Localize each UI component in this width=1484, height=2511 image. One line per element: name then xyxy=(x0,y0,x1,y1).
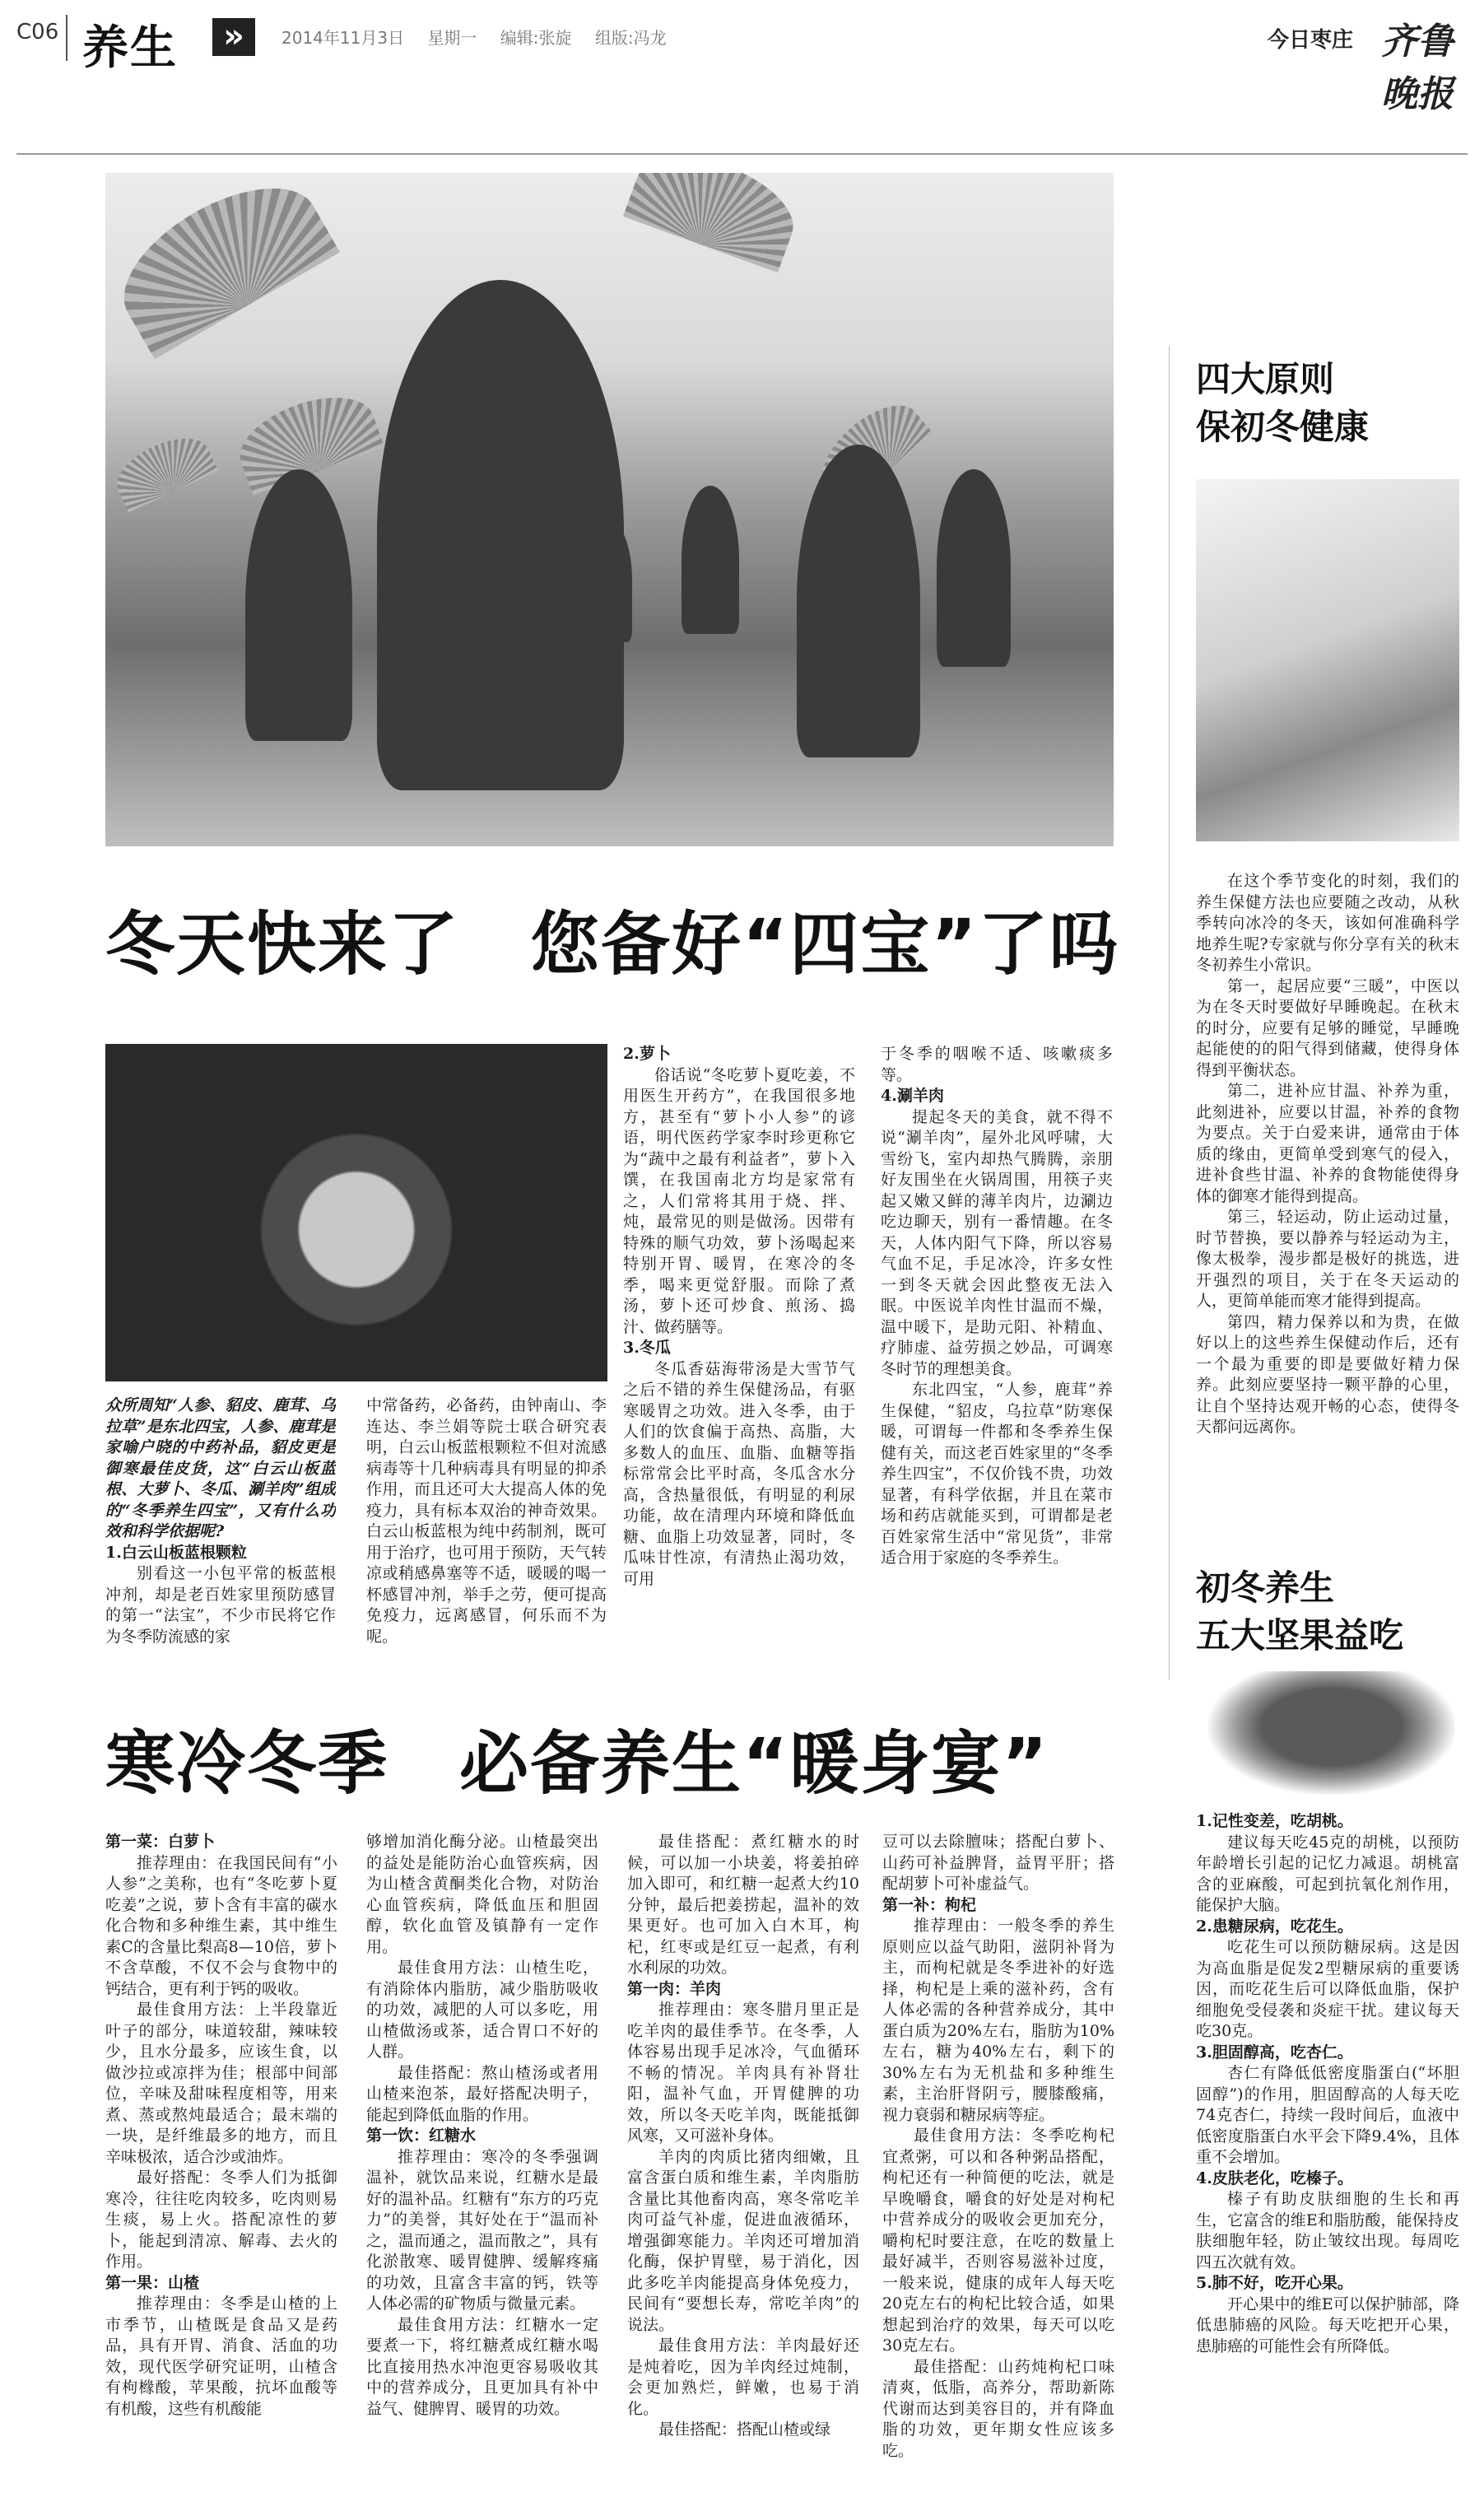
nut-subhead: 1.记性变差，吃胡桃。 xyxy=(1196,1812,1353,1830)
sidebar-title-line: 五大坚果益吃 xyxy=(1196,1615,1404,1656)
issue-layout: 组版:冯龙 xyxy=(594,28,667,48)
sidebar-title-line: 保初冬健康 xyxy=(1196,407,1370,447)
header-rule xyxy=(16,153,1468,155)
sidebar-paragraph: 第一，起居应要“三暖”，中医以为在冬天时要做好早睡晚起。在秋末的时分，应要有足够的睡觉，早睡晚起能使的的阳气得到储藏，使得身体得到平衡状态。 xyxy=(1196,976,1459,1079)
article-column xyxy=(105,1832,337,2482)
article-paragraph: 东北四宝，“人参，鹿茸”养生保健，“貂皮，乌拉草”防寒保暖，可谓每一件都和冬季养生保健有关，而这老百姓家里的“冬季养生四宝”，不仅价钱不贵，功效显著，有科学依据，并且在菜市场和药店就能买到，可谓都是老百姓家常生活中“常见货”，非常适合用于家庭的冬季养生。 xyxy=(881,1381,1113,1567)
article-subhead: 第一饮：红糖水 xyxy=(366,2127,477,2145)
article-paragraph: 推荐理由：冬季是山楂的上市季节，山楂既是食品又是药品，具有开胃、消食、活血的功效，现代医学研究证明，山楂含有枸橼酸，苹果酸，抗坏血酸等有机酸，这些有机酸能 xyxy=(105,2294,337,2418)
article-paragraph: 最佳搭配：熬山楂汤或者用山楂来泡茶，最好搭配决明子，能起到降低血脂的作用。 xyxy=(366,2063,598,2124)
fan-shape xyxy=(105,173,340,359)
hotpot-photo xyxy=(105,1044,607,1381)
article-paragraph: 提起冬天的美食，就不得不说“涮羊肉”，屋外北风呼啸，大雪纷飞，室内却热气腾腾，亲朋好友围坐在火锅周围，用筷子夹起又嫩又鲜的薄羊肉片，边涮边吃边聊天，别有一番情趣。在冬天，人体内阳气下降，所以容易气血不足，手足冰冷，许多女性一到冬天就会因此整夜无法入眠。中医说羊肉性甘温而不燥，温中暖下，是助元阳、补精血、疗肺虚、益劳损之妙品，可调寒冬时节的理想美食。 xyxy=(881,1107,1113,1378)
article-paragraph: 最佳食用方法：红糖水一定要煮一下，将红糖煮成红糖水喝比直接用热水冲泡更容易吸收其中的营养成分，且更加具有补中益气、健脾胃、暖胃的功效。 xyxy=(366,2315,598,2418)
column-divider xyxy=(1169,346,1170,1679)
performer-figure xyxy=(797,445,920,757)
article-subhead: 第一菜：白萝卜 xyxy=(105,1833,216,1851)
sidebar-text xyxy=(1196,1811,1459,2437)
section-title: 养生 xyxy=(82,21,178,75)
header-divider xyxy=(66,15,67,61)
performer-figure xyxy=(583,519,632,642)
article-paragraph: 俗话说“冬吃萝卜夏吃姜，不用医生开药方”，在我国很多地方，甚至有“萝卜小人参”的谚语，明代医药学家李时珍更称它为“蔬中之最有利益者”，萝卜入馔，在我国南北方均是家常有之，人们常将其用于烧、拌、炖，最常见的则是做汤。因带有特殊的顺气功效，萝卜汤喝起来特别开胃、暖胃，在寒冷的冬季，喝来更觉舒服。而除了煮汤，萝卜还可炒食、煎汤、捣汁、做药膳等。 xyxy=(623,1065,855,1336)
sidebar-title-line: 四大原则 xyxy=(1196,359,1335,399)
tai-chi-fan-photo xyxy=(105,173,1114,846)
sidebar-title-line: 初冬养生 xyxy=(1196,1568,1335,1608)
article-subhead: 3.冬瓜 xyxy=(623,1339,671,1357)
article-paragraph: 别看这一小包平常的板蓝根冲剂，却是老百姓家里预防感冒的第一“法宝”，不少市民将它作为冬季防流感的家 xyxy=(105,1564,336,1646)
article-paragraph: 于冬季的咽喉不适、咳嗽痰多等。 xyxy=(881,1045,1113,1084)
nut-paragraph: 开心果中的维E可以保护肺部，降低患肺癌的风险。每天吃把开心果，患肺癌的可能性会有所降低。 xyxy=(1196,2294,1459,2355)
issue-weekday: 星期一 xyxy=(427,28,477,48)
nut-paragraph: 建议每天吃45克的胡桃，以预防年龄增长引起的记忆力减退。胡桃富含的亚麻酸，可起到抗氧化剂作用，能保护大脑。 xyxy=(1196,1833,1459,1914)
article-column xyxy=(627,1832,859,2482)
article-paragraph: 推荐理由：寒冬腊月里正是吃羊肉的最佳季节。在冬季，人体容易出现手足冰冷，气血循环不畅的情况。羊肉具有补肾壮阳，温补气血，开胃健脾的功效，所以冬天吃羊肉，既能抵御风寒，又可滋补身体。 xyxy=(627,2001,859,2145)
nut-paragraph: 榛子有助皮肤细胞的生长和再生，它富含的维E和脂肪酸，能保持皮肤细胞年轻，防止皱纹出现。每周吃四五次就有效。 xyxy=(1196,2190,1459,2271)
article-paragraph: 最佳食用方法：冬季吃枸杞宜煮粥，可以和各种粥品搭配，枸杞还有一种简便的吃法，就是早晚嚼食，嚼食的好处是对枸杞中营养成分的吸收会更加充分，嚼枸杞时要注意，在吃的数量上最好减半，否则容易滋补过度，一般来说，健康的成年人每天吃20克左右的枸杞比较合适，如果想起到治疗的效果，每天可以吃30克左右。 xyxy=(882,2127,1114,2355)
fan-shape xyxy=(623,173,806,273)
page-code: C06 xyxy=(16,20,59,44)
mixed-nuts-photo xyxy=(1208,1671,1455,1795)
article-column xyxy=(623,1044,855,1682)
article-paragraph: 豆可以去除膻味；搭配白萝卜、山药可补益脾肾，益胃平肝；搭配胡萝卜可补虚益气。 xyxy=(882,1833,1114,1893)
nut-subhead: 2.患糖尿病，吃花生。 xyxy=(1196,1917,1353,1936)
sidebar-title xyxy=(1196,356,1369,451)
article-column xyxy=(881,1044,1113,1682)
sidebar-paragraph: 第四，精力保养以和为贵，在做好以上的这些养生保健动作后，还有一个最为重要的即是要做好精力保养。此刻应要坚持一颗平静的心里，让自个坚持达观开畅的心态，使得冬天都问远离你。 xyxy=(1196,1312,1459,1436)
article-paragraph: 中常备药，必备药，由钟南山、李连达、李兰娟等院士联合研究表明，白云山板蓝根颗粒不但对流感病毒等十几种病毒具有明显的抑杀作用，而且还可大大提高人体的免疫力，具有标本双治的神奇效果。白云山板蓝根为纯中药制剂，既可用于治疗，也可用于预防，天气转凉或稍感鼻塞等不适，暖暖的喝一杯感冒冲剂，举手之劳，便可提高免疫力，远离感冒，何乐而不为呢。 xyxy=(366,1396,607,1646)
performer-figure xyxy=(245,469,352,741)
performer-figure xyxy=(682,486,739,634)
main-headline: 冬天快来了 您备好“四宝”了吗 xyxy=(105,904,1120,985)
nut-subhead: 4.皮肤老化，吃榛子。 xyxy=(1196,2169,1353,2187)
article-subhead: 第一肉：羊肉 xyxy=(627,1979,722,1998)
sidebar-paragraph: 第二，进补应甘温、补养为重，此刻进补，应要以甘温，补养的食物为要点。关于白爱来讲，通常由于体质的缘由，更简单受到寒气的侵入，进补食些甘温、补养的食物能使得身体的御寒才能得到提高。 xyxy=(1196,1082,1459,1205)
article-paragraph: 最佳搭配：煮红糖水的时候，可以加一小块姜，将姜拍碎加入即可，和红糖一起煮大约10分钟，最后把姜捞起，温补的效果更好。也可加入白木耳，枸杞，红枣或是红豆一起煮，有利水利尿的功效。 xyxy=(627,1833,859,1977)
mother-child-photo xyxy=(1196,479,1459,841)
article-subhead: 4.涮羊肉 xyxy=(881,1087,944,1105)
article-paragraph: 最好搭配：冬季人们为抵御寒冷，往往吃肉较多，吃肉则易生痰，易上火。搭配凉性的萝卜，能起到清凉、解毒、去火的作用。 xyxy=(105,2169,337,2271)
article-paragraph: 最佳食用方法：上半段靠近叶子的部分，味道较甜，辣味较少，且水分最多，应该生食，以做沙拉或凉拌为佳；根部中间部位，辛味及甜味程度相等，用来煮、蒸或熬炖最适合；最末端的一块，是纤维最多的地方，而且辛味极浓，适合沙或油炸。 xyxy=(105,2001,337,2166)
article-paragraph: 推荐理由：在我国民间有“小人参”之美称，也有“冬吃萝卜夏吃姜”之说，萝卜含有丰富的碳水化合物和多种维生素，其中维生素C的含量比梨高8—10倍，萝卜不含草酸，不仅不会与食物中的钙结合，更有利于钙的吸收。 xyxy=(105,1853,337,1998)
newspaper-logo: 齐鲁晚报 xyxy=(1381,21,1454,115)
sidebar-title xyxy=(1196,1564,1403,1660)
article-paragraph: 推荐理由：寒冷的冬季强调温补，就饮品来说，红糖水是最好的温补品。红糖有“东方的巧克力”的美誉，其好处在于“温而补之，温而通之，温而散之”，具有化淤散寒、暖胃健脾、缓解疼痛的功效，且富含丰富的钙，铁等人体必需的矿物质与微量元素。 xyxy=(366,2147,598,2313)
article-subhead: 第一果：山楂 xyxy=(105,2273,200,2292)
article-subhead: 第一补：枸杞 xyxy=(882,1895,977,1914)
article-paragraph: 最佳搭配：搭配山楂或绿 xyxy=(658,2420,831,2439)
article-paragraph: 冬瓜香菇海带汤是大雪节气之后不错的养生保健汤品，有驱寒暖胃之功效。进入冬季，由于人们的饮食偏于高热、高脂，大多数人的血压、血脂、血糖等指标常常会比平时高，冬瓜含水分高，含热量很低，有明显的利尿功能，故在清理内环境和降低血糖、血脂上功效显著，同时，冬瓜味甘性凉，有清热止渴功效，可用 xyxy=(623,1359,855,1588)
article-paragraph: 最佳食用方法：山楂生吃，有消除体内脂肪，减少脂肪吸收的功效，减肥的人可以多吃，用山楂做汤或茶，适合胃口不好的人群。 xyxy=(366,1959,598,2061)
issue-editor: 编辑:张旋 xyxy=(500,28,572,48)
performer-figure xyxy=(937,469,1011,667)
article-column xyxy=(366,1395,607,1684)
article-subhead: 1.白云山板蓝根颗粒 xyxy=(105,1543,247,1562)
article-paragraph: 最佳搭配：山药炖枸杞口味清爽，低脂，高养分，帮助新陈代谢而达到美容目的，并有降血脂的功效，更年期女性应该多吃。 xyxy=(882,2357,1114,2460)
performer-figure xyxy=(377,280,624,790)
issue-date: 2014年11月3日 xyxy=(281,28,405,48)
nut-subhead: 5.肺不好，吃开心果。 xyxy=(1196,2274,1353,2292)
fan-shape xyxy=(108,426,218,512)
article-intro: 众所周知“人参、貂皮、鹿茸、乌拉草”是东北四宝，人参、鹿茸是家喻户晓的中药补品，貂皮更是御寒最佳皮货，这“白云山板蓝根、大萝卜、冬瓜、涮羊肉”组成的“冬季养生四宝”，又有什么功效和科学依据呢? xyxy=(105,1396,336,1540)
article-column xyxy=(366,1832,598,2482)
sidebar-paragraph: 在这个季节变化的时刻，我们的养生保健方法也应要随之改动，从秋季转向冰冷的冬天，该如何准确科学地养生呢?专家就与你分享有关的秋末冬初养生小常识。 xyxy=(1196,872,1459,974)
article-paragraph: 推荐理由：一般冬季的养生原则应以益气助阳，滋阴补肾为主，而枸杞就是冬季进补的好选择，枸杞是上乘的滋补药，含有人体必需的各种营养成分，其中蛋白质为20%左右，脂肪为10%左右，糖为40%左右，剩下的30%左右为无机盐和多种维生素，主治肝肾阴亏，腰膝酸痛，视力衰弱和糖尿病等症。 xyxy=(882,1917,1114,2124)
article-column xyxy=(882,1832,1114,2482)
sidebar-text xyxy=(1196,871,1459,1447)
issue-meta xyxy=(281,25,685,49)
edition-name: 今日枣庄 xyxy=(1268,28,1354,53)
sidebar-paragraph: 第三，轻运动，防止运动过量，时节替换，要以静养与轻运动为主，像太极拳，漫步都是极好的挑选，进开强烈的项目，关于在冬天运动的人，更简单能而寒才能得到提高。 xyxy=(1196,1208,1459,1310)
article-column xyxy=(105,1395,336,1684)
nut-subhead: 3.胆固醇高，吃杏仁。 xyxy=(1196,2043,1353,2061)
article-subhead: 2.萝卜 xyxy=(623,1045,671,1063)
article-paragraph: 羊肉的肉质比猪肉细嫩，且富含蛋白质和维生素，羊肉脂肪含量比其他畜肉高，寒冬常吃羊肉可益气补虚，促进血液循环，增强御寒能力。羊肉还可增加消化酶，保护胃壁，易于消化，因此多吃羊肉能提高身体免疫力，民间有“要想长寿，常吃羊肉”的说法。 xyxy=(627,2147,859,2334)
section-arrow-icon: » xyxy=(212,18,255,56)
article-paragraph: 够增加消化酶分泌。山楂最突出的益处是能防治心血管疾病，因为山楂含黄酮类化合物，对防治心血管疾病，降低血压和胆固醇，软化血管及镇静有一定作用。 xyxy=(366,1833,598,1956)
feast-headline: 寒冷冬季 必备养生“暖身宴” xyxy=(105,1723,1049,1804)
article-paragraph: 最佳食用方法：羊肉最好还是炖着吃，因为羊肉经过炖制，会更加熟烂，鲜嫩，也易于消化。 xyxy=(627,2336,859,2418)
nut-paragraph: 吃花生可以预防糖尿病。这是因为高血脂是促发2型糖尿病的重要诱因，而吃花生后可以降低血脂，保护细胞免受侵袭和炎症干扰。建议每天吃30克。 xyxy=(1196,1938,1459,2040)
nut-paragraph: 杏仁有降低低密度脂蛋白(“坏胆固醇”)的作用，胆固醇高的人每天吃74克杏仁，持续一段时间后，血液中低密度脂蛋白水平会下降9.4%，且体重不会增加。 xyxy=(1196,2064,1459,2166)
